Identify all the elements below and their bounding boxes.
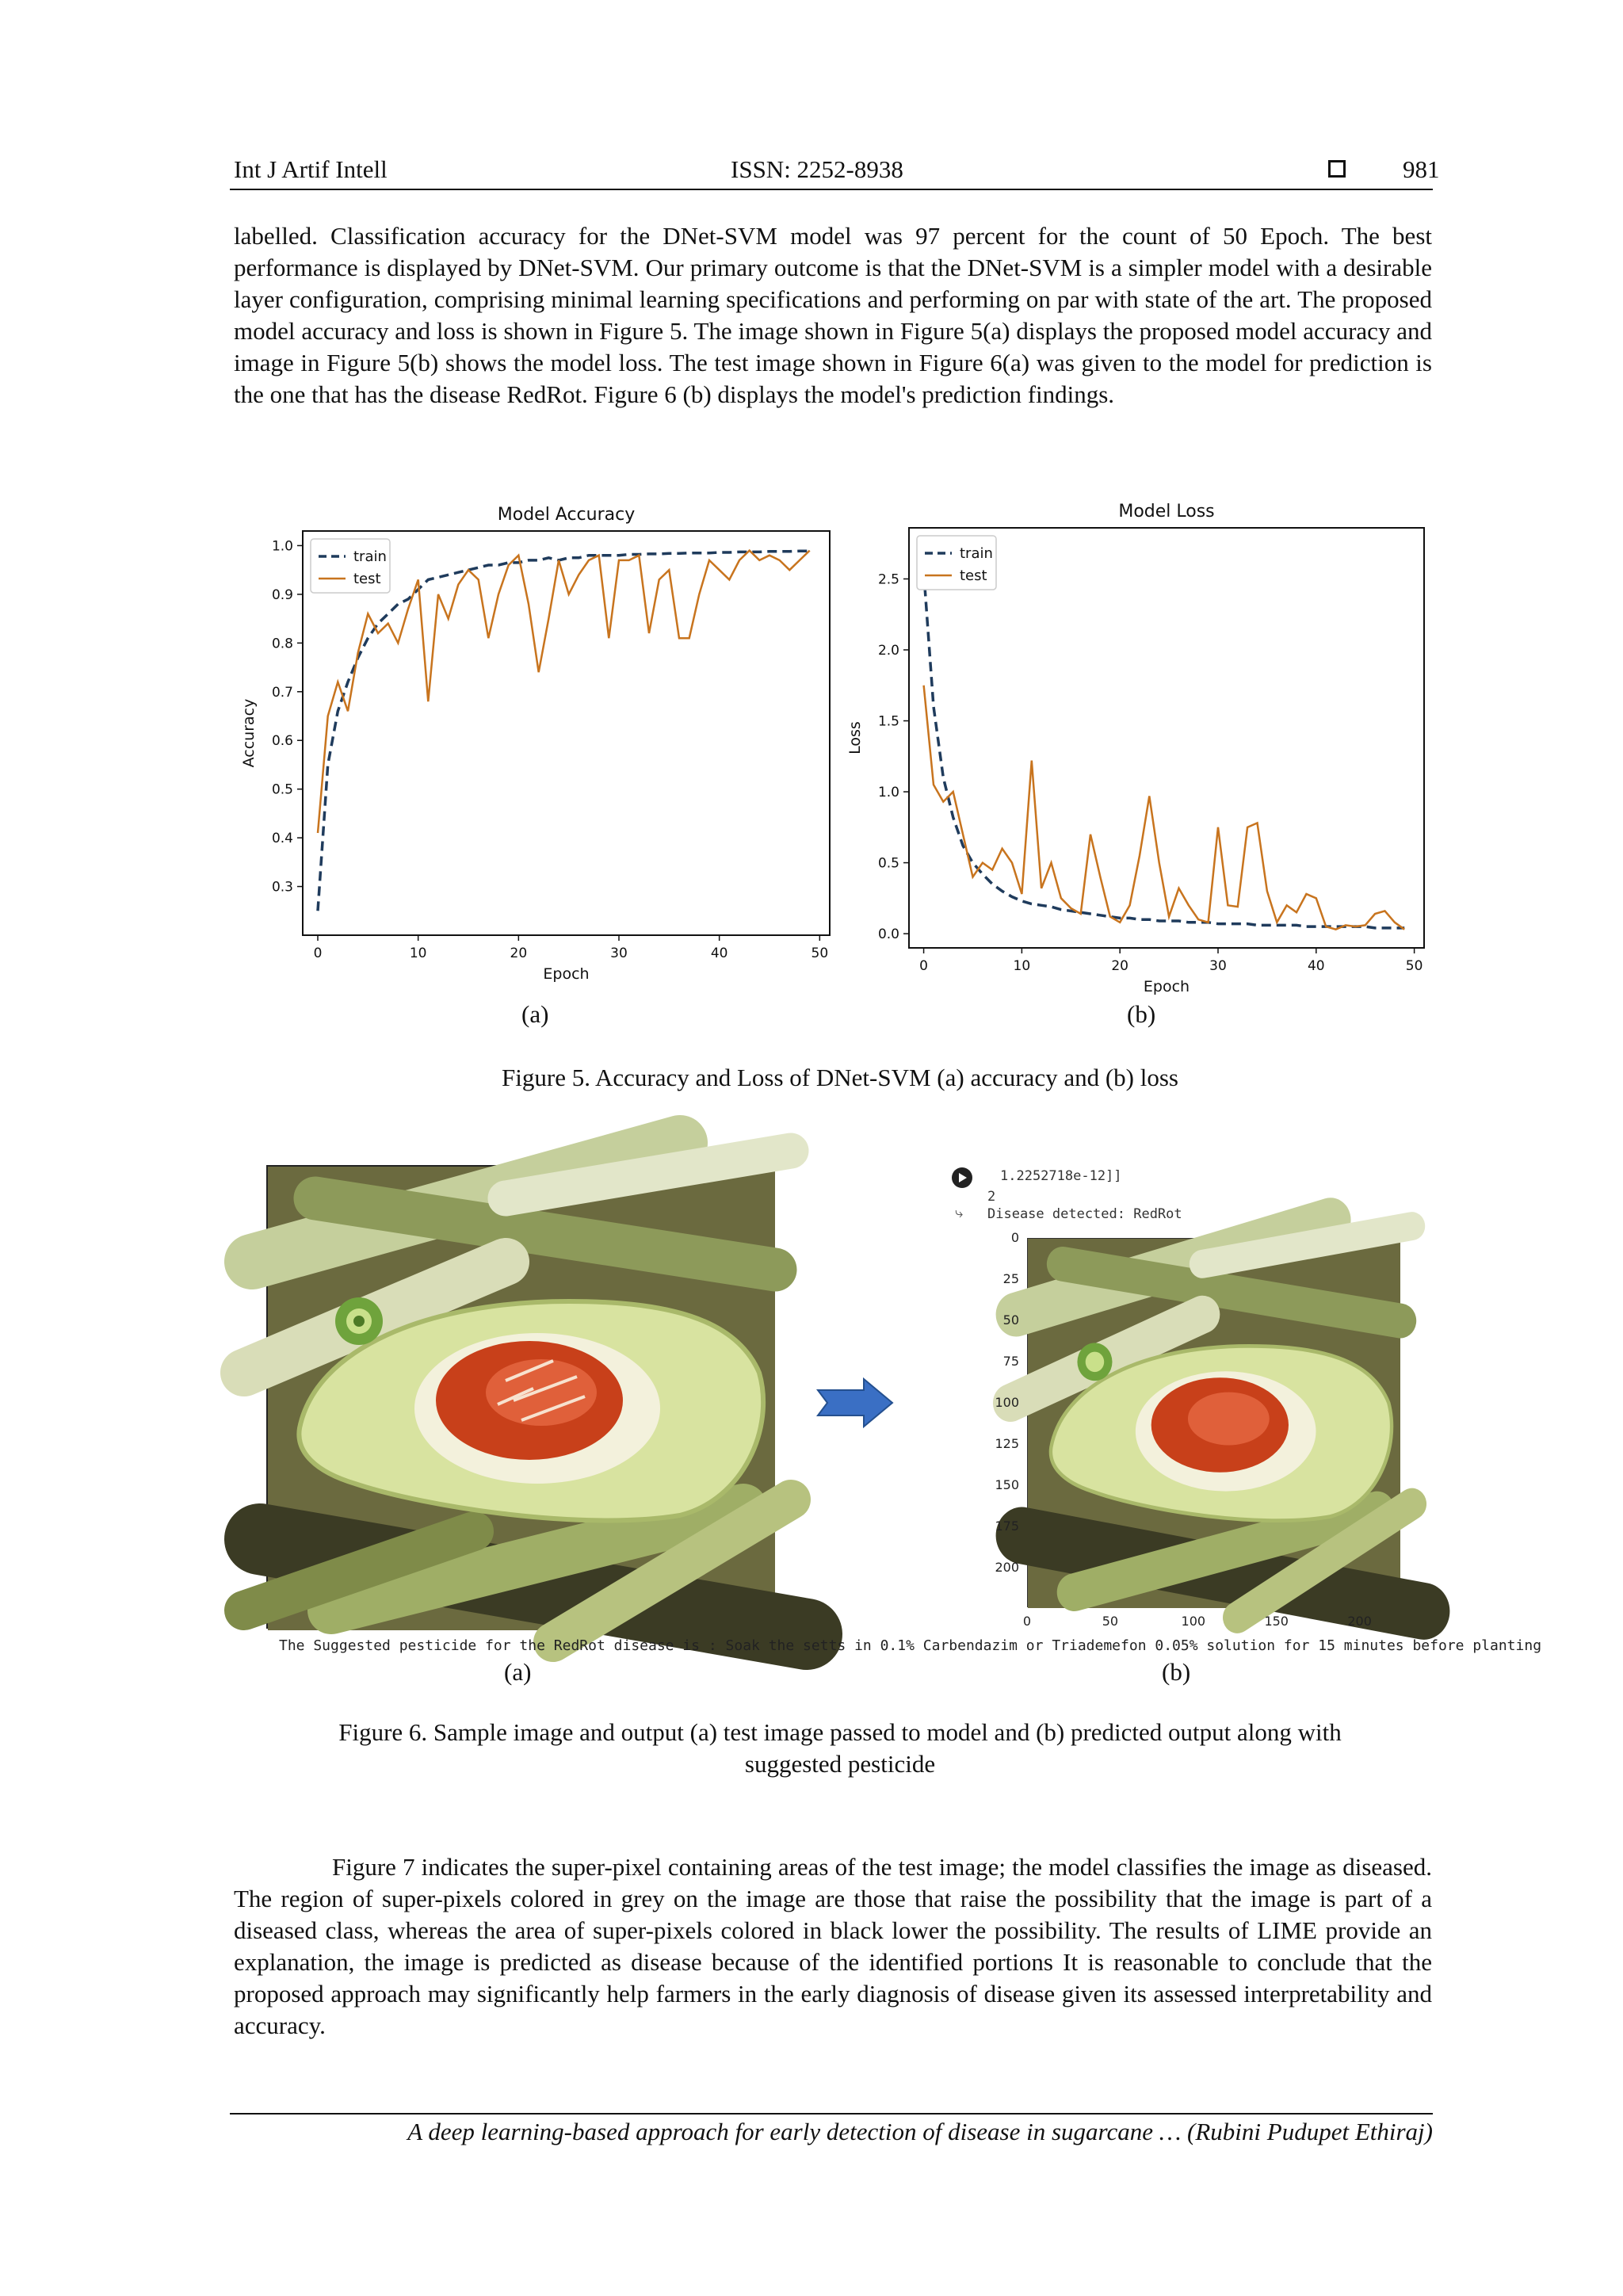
output-arrow-icon: ⤷ [955,1205,964,1221]
loss-chart [846,495,1454,1003]
y-tick-label: 0.5 [271,781,293,798]
y-tick-label: 0.8 [271,636,293,652]
y-tick-label: 0.3 [271,879,293,896]
image-y-tick-label: 25 [1002,1271,1019,1286]
x-tick-label: 0 [919,958,928,974]
run-cell-icon [951,1167,973,1189]
output-header-text: 1.2252718e-12]] [1000,1168,1122,1184]
figure6-label-b: (b) [1162,1658,1191,1686]
loss-chart-svg [846,495,1454,1003]
page-number: 981 [1403,155,1440,183]
chart-title: Model Accuracy [497,505,636,525]
x-tick-label: 20 [510,946,528,961]
series-line-train [924,572,1405,928]
y-tick-label: 1.0 [877,785,899,801]
figure5-label-a: (a) [521,1000,549,1028]
running-footer: A deep learning-based approach for early detection of disease in sugarcane … (Rubini Pudupet Ethiraj) [407,2118,1433,2145]
image-y-tick-label: 0 [1010,1230,1019,1245]
x-tick-label: 20 [1111,958,1129,974]
chart-title: Model Loss [1118,502,1215,521]
figure6-caption-line1: Figure 6. Sample image and output (a) test image passed to model and (b) predicted output along with [338,1718,1342,1746]
x-axis-label: Epoch [1143,978,1190,995]
x-tick-label: 0 [313,946,323,961]
accuracy-chart-svg [238,495,840,987]
y-tick-label: 1.5 [877,713,899,730]
footer-rule [230,2113,1433,2115]
output-index-text: 2 [987,1189,996,1205]
header-rule [230,189,1433,190]
x-tick-label: 50 [1405,958,1423,974]
series-line-train [318,551,810,911]
y-tick-label: 1.0 [271,538,293,555]
series-line-test [318,551,810,833]
issn: ISSN: 2252-8938 [731,155,903,183]
y-tick-label: 0.7 [271,684,293,701]
legend-label-test: test [353,571,381,587]
y-tick-label: 0.6 [271,733,293,750]
square-bullet-icon [1328,160,1346,178]
x-tick-label: 50 [811,946,829,961]
image-y-tick-label: 125 [995,1436,1019,1452]
y-tick-label: 0.0 [877,926,899,943]
y-tick-label: 2.5 [877,571,899,588]
image-x-tick-label: 0 [1022,1614,1032,1629]
accuracy-chart [238,495,840,987]
x-tick-label: 10 [409,946,427,961]
x-tick-label: 40 [710,946,728,961]
image-y-tick-label: 75 [1002,1354,1019,1370]
y-tick-label: 0.5 [877,855,899,872]
sugarcane-test-image [266,1165,773,1629]
figure6-caption-line2: suggested pesticide [744,1750,936,1778]
y-tick-label: 0.9 [271,586,293,603]
image-y-tick-label: 175 [995,1519,1019,1534]
image-x-tick-label: 50 [1102,1614,1119,1629]
y-axis-label: Accuracy [240,698,258,768]
predicted-image-plot [1027,1238,1400,1607]
x-axis-label: Epoch [543,965,590,983]
image-x-tick-label: 200 [1347,1614,1372,1629]
disease-detected-text: Disease detected: RedRot [987,1206,1182,1222]
y-axis-label: Loss [846,721,864,755]
body-paragraph-1: labelled. Classification accuracy for the DNet-SVM model was 97 percent for the count of 50 Epoch. The best performance is displayed by DNet-SVM. Our primary outcome is that the DNet-SVM is a simpler model with a desirable layer configuration, comprising minimal learning specifications and performing on par with state of the art. The proposed model accuracy and loss is shown in Figure 5. The image shown in Figure 5(a) displays the proposed model accuracy and image in Figure 5(b) shows the model loss. The test image shown in Figure 6(a) was given to the model for prediction is the one that has the disease RedRot. Figure 6 (b) displays the model's prediction findings. [234,222,1432,408]
y-tick-label: 2.0 [877,642,899,659]
image-y-tick-label: 50 [1002,1312,1019,1328]
figure6-label-a: (a) [504,1658,532,1686]
body-paragraph-2: Figure 7 indicates the super-pixel containing areas of the test image; the model classifies the image as diseased. The region of super-pixels colored in grey on the image are those that raise the possibility that the image is part of a diseased class, whereas the area of super-pixels colored in black lower the possibility. The results of LIME provide an explanation, the image is predicted as disease because of the identified portions It is reasonable to conclude that the proposed approach may significantly help farmers in the early diagnosis of disease given its assessed interpretability and accuracy. [234,1853,1432,2039]
image-y-tick-label: 150 [995,1477,1019,1493]
image-x-tick-label: 100 [1181,1614,1206,1629]
image-x-tick-label: 150 [1264,1614,1289,1629]
image-y-tick-label: 100 [995,1395,1019,1411]
legend-label-train: train [960,545,993,562]
series-line-test [924,686,1405,930]
x-tick-label: 30 [610,946,628,961]
x-tick-label: 40 [1307,958,1325,974]
figure5-label-b: (b) [1127,1000,1156,1028]
pesticide-suggestion-text: The Suggested pesticide for the RedRot disease is : Soak the setts in 0.1% Carbendazim or Triademefon 0.05% solution for 15 minutes before planting [279,1637,1542,1654]
x-tick-label: 10 [1013,958,1031,974]
journal-name: Int J Artif Intell [234,155,388,183]
legend-label-train: train [353,548,387,565]
figure5-caption: Figure 5. Accuracy and Loss of DNet-SVM (a) accuracy and (b) loss [502,1064,1178,1091]
legend-label-test: test [960,567,987,584]
plot-frame [909,528,1424,948]
y-tick-label: 0.4 [271,831,293,847]
x-tick-label: 30 [1209,958,1227,974]
right-arrow-icon [818,1379,897,1427]
image-y-tick-label: 200 [995,1560,1019,1576]
